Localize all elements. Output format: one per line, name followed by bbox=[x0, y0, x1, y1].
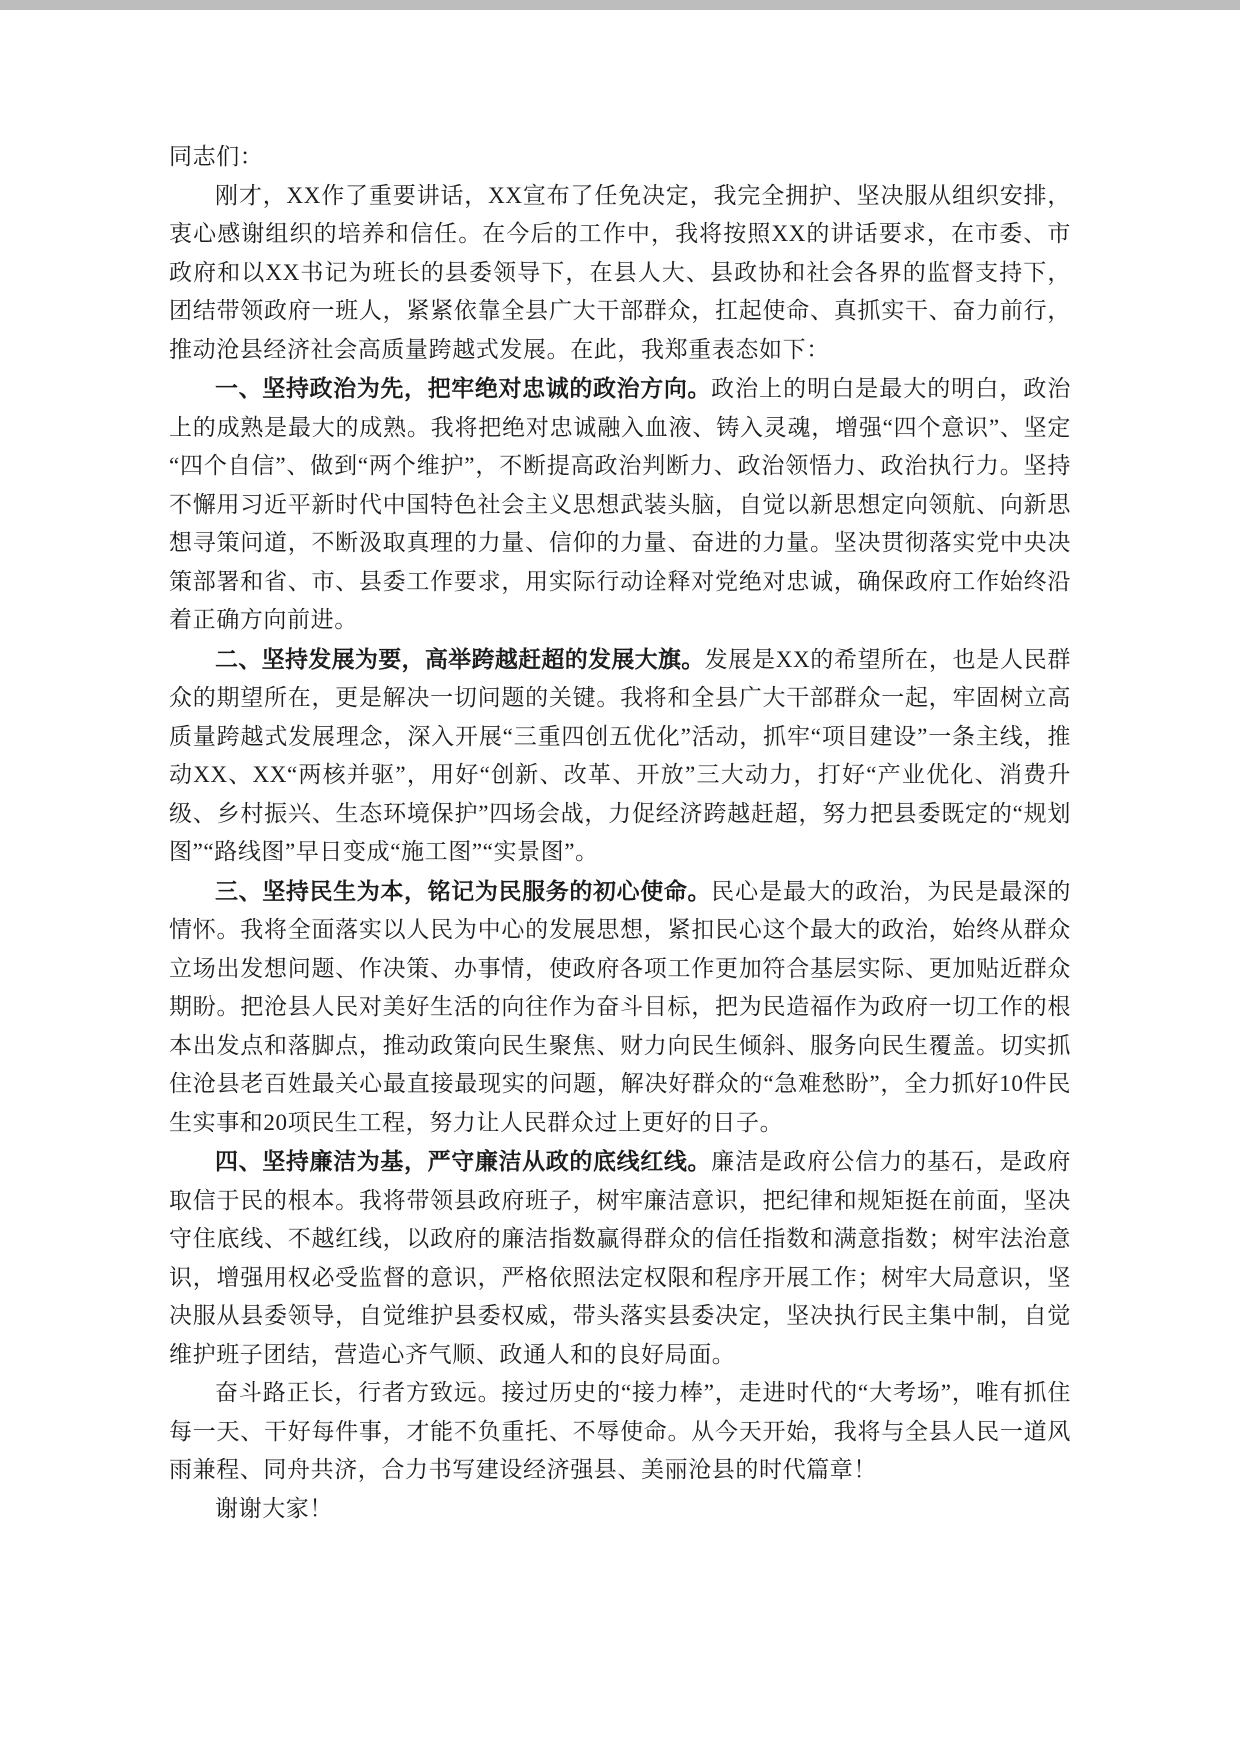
paragraph-lead: 一、坚持政治为先，把牢绝对忠诚的政治方向。 bbox=[215, 375, 712, 401]
paragraph-point-3 bbox=[169, 872, 1071, 1143]
paragraph-lead: 三、坚持民生为本，铭记为民服务的初心使命。 bbox=[215, 877, 712, 904]
greeting-line: 同志们： bbox=[169, 144, 264, 169]
paragraph-text: 奋斗路正长，行者方致远。接过历史的“接力棒”，走进时代的“大考场”，唯有抓住每一天、干好每件事，才能不负重托、不辱使命。从今天开始，我将与全县人民一道风雨兼程、同舟共济，合力书写建设经济强县、美丽沧县的时代篇章！ bbox=[169, 1380, 1071, 1482]
paragraph-point-2 bbox=[169, 640, 1071, 872]
paragraph-text: 刚才，XX作了重要讲话，XX宣布了任免决定，我完全拥护、坚决服从组织安排，衷心感谢组织的培养和信任。在今后的工作中，我将按照XX的讲话要求，在市委、市政府和以XX书记为班长的县委领导下，在县人大、县政协和社会各界的监督支持下，团结带领政府一班人，紧紧依靠全县广大干部群众，扛起使命、真抓实干、奋力前行，推动沧县经济社会高质量跨越式发展。在此，我郑重表态如下： bbox=[169, 182, 1071, 362]
paragraph-text: 民心是最大的政治，为民是最深的情怀。我将全面落实以人民为中心的发展思想，紧扣民心这个最大的政治，始终从群众立场出发想问题、作决策、办事情，使政府各项工作更加符合基层实际、更加贴近群众期盼。把沧县人民对美好生活的向往作为奋斗目标，把为民造福作为政府一切工作的根本出发点和落脚点，推动政策向民生聚焦、财力向民生倾斜、服务向民生覆盖。切实抓住沧县老百姓最关心最直接最现实的问题，解决好群众的“急难愁盼”，全力抓好10件民生实事和20项民生工程，努力让人民群众过上更好的日子。 bbox=[169, 878, 1071, 1135]
paragraph-text: 廉洁是政府公信力的基石，是政府取信于民的根本。我将带领县政府班子，树牢廉洁意识，把纪律和规矩挺在前面，坚决守住底线、不越红线，以政府的廉洁指数赢得群众的信任指数和满意指数；树牢法治意识，增强用权必受监督的意识，严格依照法定权限和程序开展工作；树牢大局意识，坚决服从县委领导，自觉维护县委权威，带头落实县委决定，坚决执行民主集中制，自觉维护班子团结，营造心齐气顺、政通人和的良好局面。 bbox=[169, 1149, 1071, 1367]
paragraph-closing bbox=[169, 1374, 1071, 1490]
paragraph-lead: 四、坚持廉洁为基，严守廉洁从政的底线红线。 bbox=[215, 1148, 712, 1174]
paragraph-intro bbox=[169, 177, 1071, 370]
paragraph-text: 政治上的明白是最大的明白，政治上的成熟是最大的成熟。我将把绝对忠诚融入血液、铸入灵魂，增强“四个意识”、坚定“四个自信”、做到“两个维护”，不断提高政治判断力、政治领悟力、政治执行力。坚持不懈用习近平新时代中国特色社会主义思想武装头脑，自觉以新思想定向领航、向新思想寻策问道，不断汲取真理的力量、信仰的力量、奋进的力量。坚决贯彻落实党中央决策部署和省、市、县委工作要求，用实际行动诠释对党绝对忠诚，确保政府工作始终沿着正确方向前进。 bbox=[169, 376, 1071, 632]
page-top-edge bbox=[0, 0, 1240, 10]
paragraph-text: 谢谢大家！ bbox=[215, 1495, 333, 1521]
paragraph-thanks bbox=[169, 1490, 1071, 1529]
paragraph-point-1 bbox=[169, 369, 1071, 640]
paragraph-point-4 bbox=[169, 1142, 1071, 1374]
speech-body bbox=[169, 138, 1071, 1528]
document-content bbox=[169, 10, 1071, 1648]
paragraph-text: 发展是XX的希望所在，也是人民群众的期望所在，更是解决一切问题的关键。我将和全县广大干部群众一起，牢固树立高质量跨越式发展理念，深入开展“三重四创五优化”活动，抓牢“项目建设”一条主线，推动XX、XX“两核并驱”，用好“创新、改革、开放”三大动力，打好“产业优化、消费升级、乡村振兴、生态环境保护”四场会战，力促经济跨越赶超，努力把县委既定的“规划图”“路线图”早日变成“施工图”“实景图”。 bbox=[169, 646, 1072, 864]
paragraph-lead: 二、坚持发展为要，高举跨越赶超的发展大旗。 bbox=[215, 645, 705, 672]
